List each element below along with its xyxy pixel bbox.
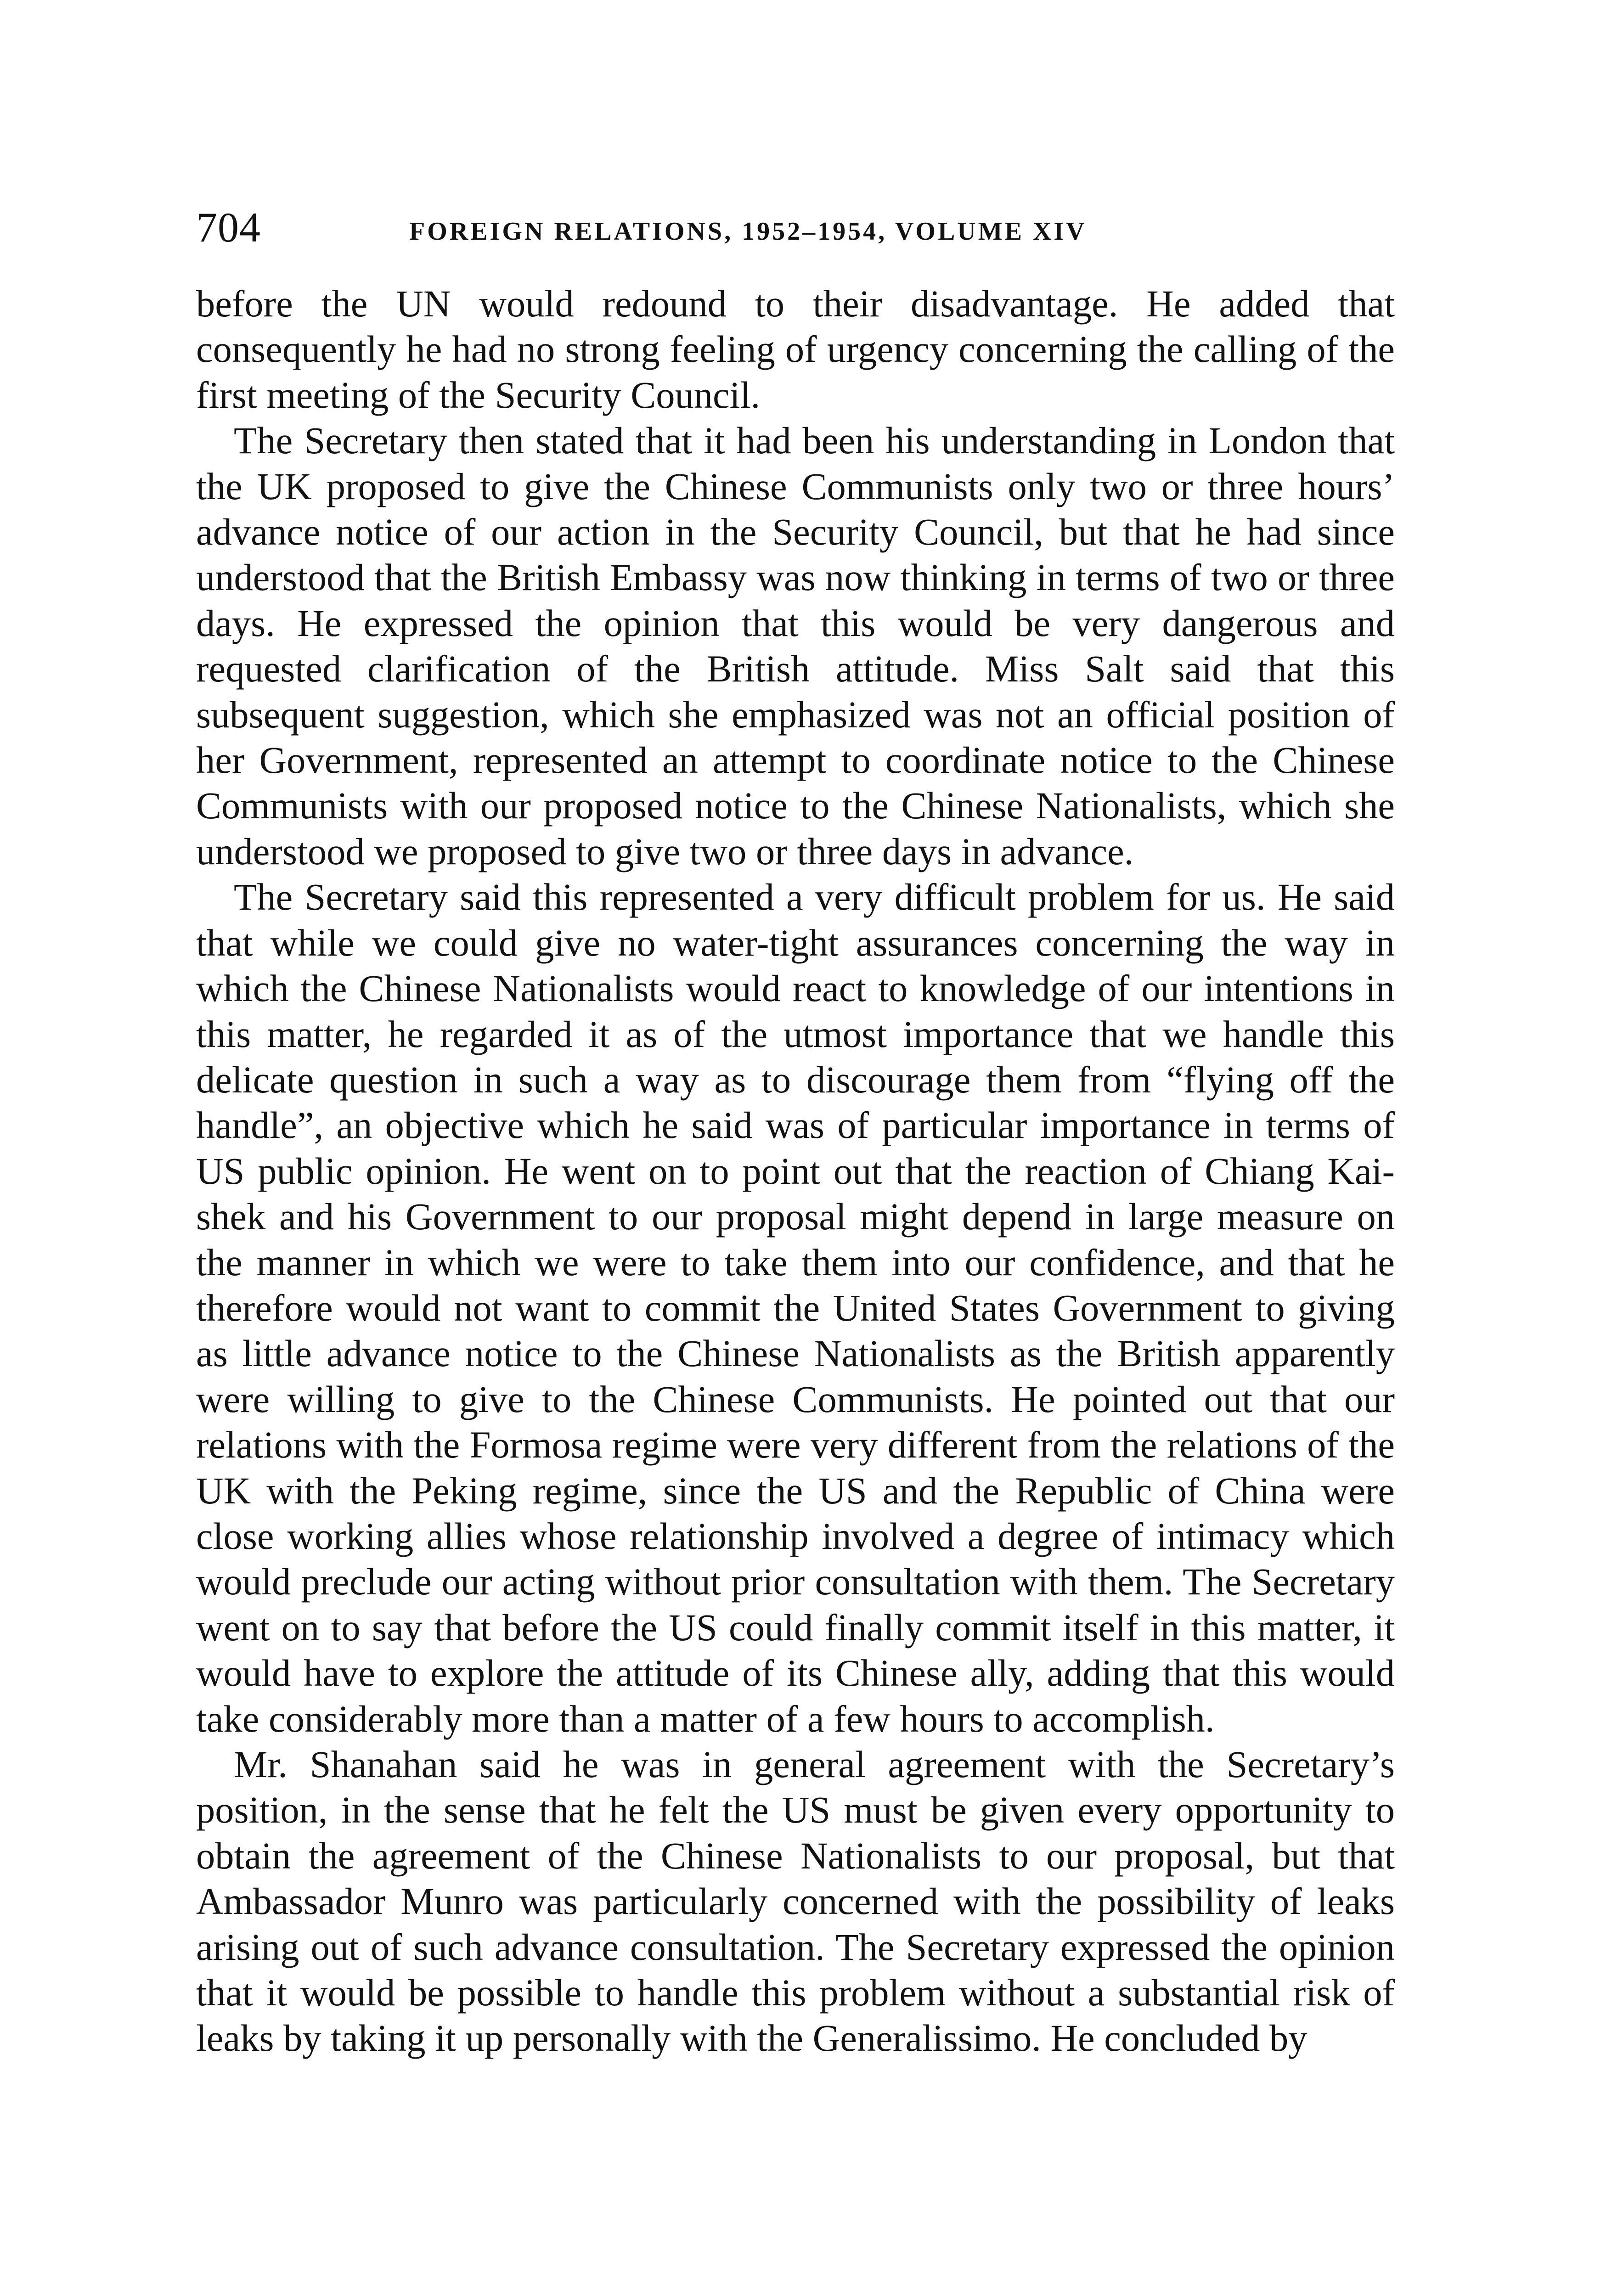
body-text [196, 281, 1395, 2061]
paragraph: The Secretary said this represented a very difficult problem for us. He said that while we could give no water-tight assurances concerning the way in which the Chinese Nationalists would react to knowledge of our intentions in this matter, he regarded it as of the utmost importance that we handle this delicate question in such a way as to discourage them from “flying off the handle”, an objective which he said was of particular importance in terms of US public opinion. He went on to point out that the reaction of Chiang Kai-shek and his Government to our proposal might depend in large measure on the manner in which we were to take them into our confidence, and that he therefore would not want to commit the United States Government to giving as little advance notice to the Chinese Nationalists as the British apparently were willing to give to the Chinese Communists. He pointed out that our relations with the Formosa regime were very different from the relations of the UK with the Peking regime, since the US and the Republic of China were close working allies whose relationship involved a degree of intimacy which would preclude our acting without prior consultation with them. The Secretary went on to say that before the US could finally commit itself in this matter, it would have to explore the attitude of its Chinese ally, adding that this would take considerably more than a matter of a few hours to accomplish. [196, 876, 1395, 1740]
paragraph: Mr. Shanahan said he was in general agreement with the Secretary’s position, in the sense that he felt the US must be given every opportunity to obtain the agreement of the Chinese Nationalists to our proposal, but that Ambassador Munro was particularly concerned with the possibility of leaks arising out of such advance consultation. The Secretary expressed the opinion that it would be possible to handle this problem without a substantial risk of leaks by taking it up personally with the Generalissimo. He concluded by [196, 1743, 1395, 2060]
running-title: FOREIGN RELATIONS, 1952–1954, VOLUME XIV [409, 217, 1087, 246]
page-number: 704 [196, 204, 261, 251]
paragraph-continued: before the UN would redound to their disadvantage. He added that consequently he had no strong feeling of urgency concerning the calling of the first meeting of the Security Council. [196, 282, 1395, 416]
paragraph: The Secretary then stated that it had been his understanding in London that the UK proposed to give the Chinese Communists only two or three hours’ advance notice of our action in the Security Council, but that he had since understood that the British Embassy was now thinking in terms of two or three days. He expressed the opinion that this would be very dangerous and requested clarification of the British attitude. Miss Salt said that this subsequent suggestion, which she emphasized was not an official position of her Government, represented an attempt to coordinate notice to the Chinese Communists with our proposed notice to the Chinese Nationalists, which she understood we proposed to give two or three days in advance. [196, 419, 1395, 872]
page-header [196, 202, 1409, 253]
